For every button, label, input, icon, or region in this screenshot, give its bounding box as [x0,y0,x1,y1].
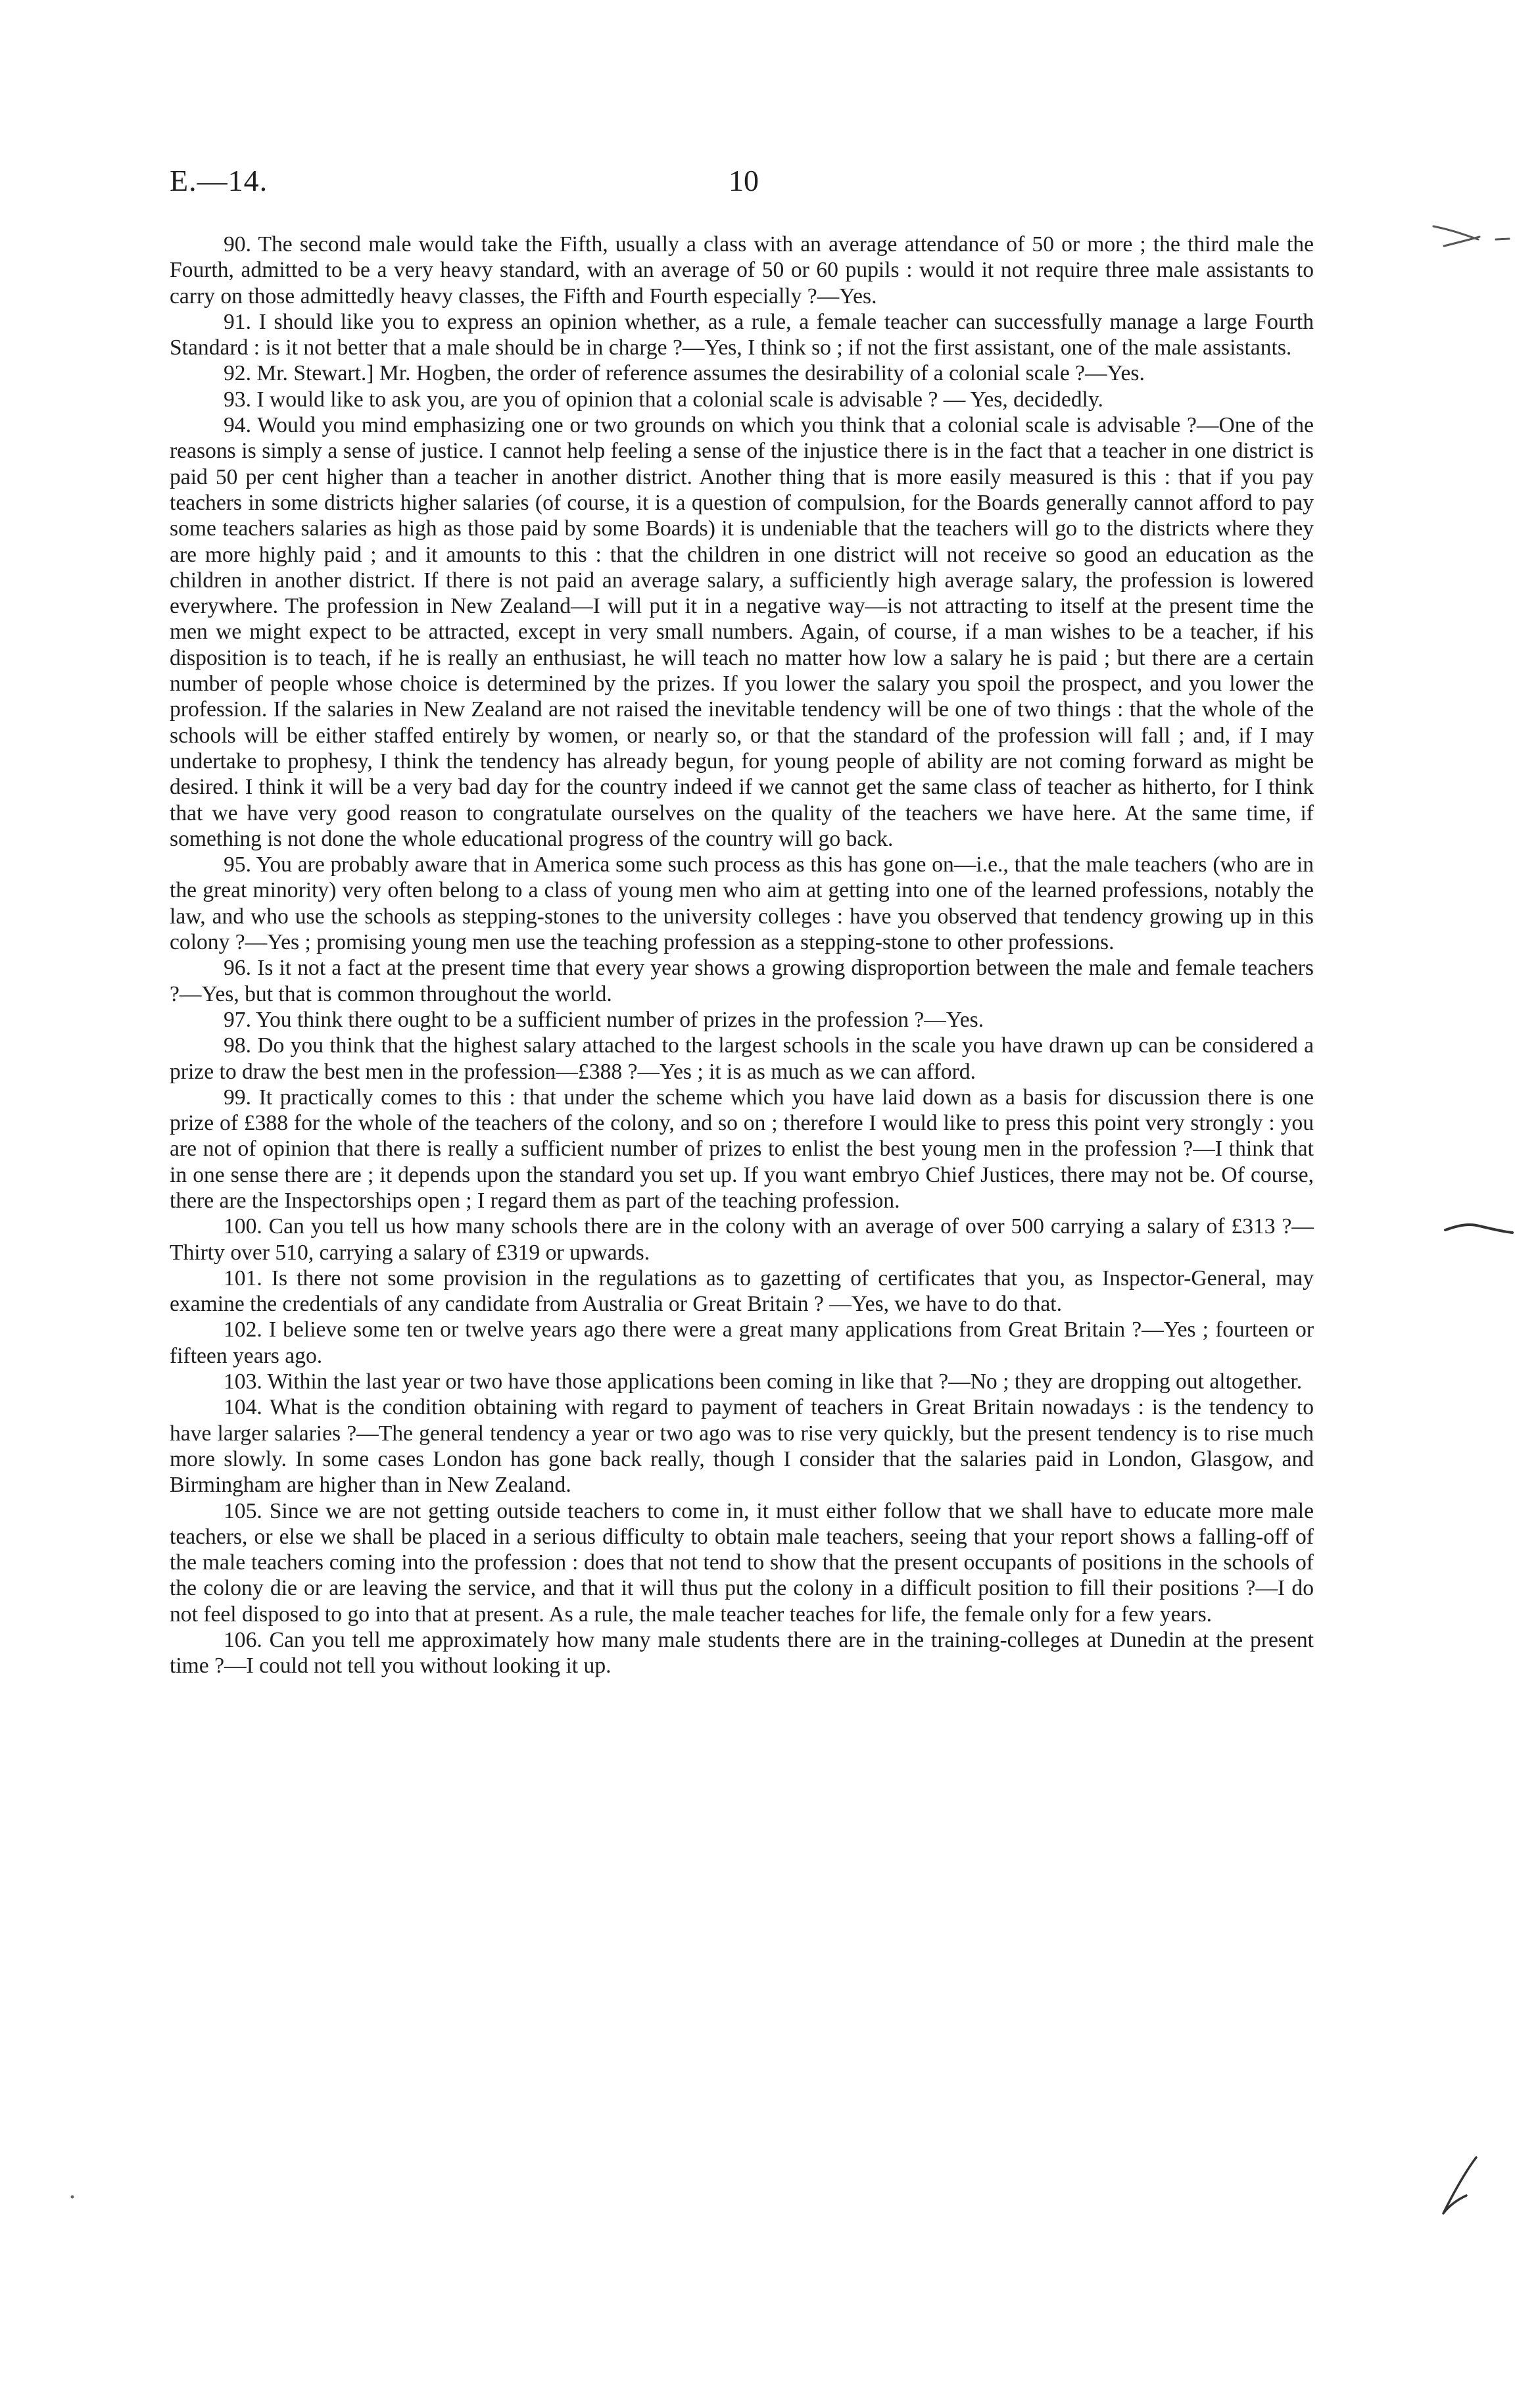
paragraph-96: 96. Is it not a fact at the present time that every year shows a growing disproportion between the male and female teachers ?—Yes, but that is common throughout the world. [170,956,1314,1006]
paragraph-103: 103. Within the last year or two have those applications been coming in like that ?—No ; they are dropping out altogether. [224,1369,1303,1394]
paragraph-105: 105. Since we are not getting outside teachers to come in, it must either follow that we shall have to educate more male teachers, or else we shall be placed in a serious difficulty to obtain male teachers, seeing that your report shows a falling-off of the male teachers coming into the profession : does that not tend to show that the present occupants of positions in the schools of the colony die or are leaving the service, and that it will thus put the colony in a difficult position to fill their positions ?—I do not feel disposed to go into that at present. As a rule, the male teacher teaches for life, the female only for a few years. [170,1498,1314,1627]
paragraph-91: 91. I should like you to express an opinion whether, as a rule, a female teacher can successfully manage a large Fourth Standard : is it not better that a male should be in charge ?—Yes, I think so ; if not the first assistant, one of the male assistants. [170,309,1314,360]
margin-pencil-mark-bottom [1430,2151,1489,2223]
paragraph-104: 104. What is the condition obtaining with regard to payment of teachers in Great Britain nowadays : is the tendency to have larger salaries ?—The general tendency a year or two ago was to rise very quickly, but the present tendency is to rise much more slowly. In some cases London has gone back really, though I consider that the salaries paid in London, Glasgow, and Birmingham are higher than in New Zealand. [170,1395,1314,1498]
paragraph-97: 97. You think there ought to be a sufficient number of prizes in the profession ?—Yes. [224,1007,984,1032]
page-header [170,163,1366,209]
paragraph-99: 99. It practically comes to this : that under the scheme which you have laid down as a basis for discussion there is one prize of £388 for the whole of the teachers of the colony, and so on ; therefore I would like to press this point very strongly : you are not of opinion that there is really a sufficient number of prizes to enlist the best young men in the profession ?—I think that in one sense there are ; it depends upon the standard you set up. If you want embryo Chief Justices, there may not be. Of course, there are the Inspectorships open ; I regard them as part of the teaching profession. [170,1085,1314,1213]
paragraph-100: 100. Can you tell us how many schools there are in the colony with an average of over 500 carrying a salary of £313 ?—Thirty over 510, carrying a salary of £319 or upwards. [170,1214,1314,1265]
paragraph-102: 102. I believe some ten or twelve years ago there were a great many applications from Great Britain ?—Yes ; fourteen or fifteen years ago. [170,1317,1314,1368]
paragraph-94: 94. Would you mind emphasizing one or two grounds on which you think that a colonial scale is advisable ?—One of the reasons is simply a sense of justice. I cannot help feeling a sense of the injustice there is in the fact that a teacher in one district is paid 50 per cent higher than a teacher in another district. Another thing that is more easily measured is this : that if you pay teachers in some districts higher salaries (of course, it is a question of compulsion, for the Boards generally cannot afford to pay some teachers salaries as high as those paid by some Boards) it is undeniable that the teachers will go to the districts where they are more highly paid ; and it amounts to this : that the children in one district will not receive so good an education as the children in another district. If there is not paid an average salary, a sufficiently high average salary, the profession is lowered everywhere. The profession in New Zealand—I will put it in a negative way—is not attracting to itself at the present time the men we might expect to be attracted, except in very small numbers. Again, of course, if a man wishes to be a teacher, if his disposition is to teach, if he is really an enthusiast, he will teach no matter how low a salary he is paid ; but there are a certain number of people whose choice is determined by the prizes. If you lower the salary you spoil the prospect, and you lower the profession. If the salaries in New Zealand are not raised the inevitable tendency will be one of two things : that the whole of the schools will be either staffed entirely by women, or nearly so, or that the standard of the profession will fall ; and, if I may undertake to prophesy, I think the tendency has already begun, for young people of ability are not coming forward as might be desired. I think it will be a very bad day for the country indeed if we cannot get the same class of teacher as hitherto, for I think that we have very good reason to congratulate ourselves on the quality of the teachers we have here. At the same time, if something is not done the whole educational progress of the country will go back. [170,413,1314,851]
paragraph-98: 98. Do you think that the highest salary attached to the largest schools in the scale you have drawn up can be considered a prize to draw the best men in the profession—£388 ?—Yes ; it is as much as we can afford. [170,1033,1314,1084]
margin-pencil-mark-top [1427,217,1526,257]
margin-pencil-mark-middle [1440,1216,1519,1242]
paragraph-106: 106. Can you tell me approximately how many male students there are in the training-colleges at Dunedin at the present time ?—I could not tell you without looking it up. [170,1628,1314,1679]
paragraph-90: 90. The second male would take the Fifth, usually a class with an average attendance of 50 or more ; the third male the Fourth, admitted to be a very heavy standard, with an average of 50 or 60 pupils : would it not require three male assistants to carry on those admittedly heavy classes, the Fifth and Fourth especially ?—Yes. [170,232,1314,308]
page-number: 10 [729,164,759,197]
document-code: E.—14. [170,164,268,197]
body-text [170,232,1314,1679]
paragraph-95: 95. You are probably aware that in America some such process as this has gone on—i.e., that the male teachers (who are in the great minority) very often belong to a class of young men who aim at getting into one of the learned professions, notably the law, and who use the schools as stepping-stones to the university colleges : have you observed that tendency growing up in this colony ?—Yes ; promising young men use the teaching profession as a stepping-stone to other professions. [170,852,1314,955]
paragraph-93: 93. I would like to ask you, are you of opinion that a colonial scale is advisable ? — Yes, decidedly. [224,387,1103,412]
margin-pencil-dot [66,2190,79,2203]
paragraph-92: 92. Mr. Stewart.] Mr. Hogben, the order of reference assumes the desirability of a colonial scale ?—Yes. [224,361,1145,386]
paragraph-101: 101. Is there not some provision in the regulations as to gazetting of certificates that you, as Inspector-General, may examine the credentials of any candidate from Australia or Great Britain ? —Yes, we have to do that. [170,1265,1314,1317]
